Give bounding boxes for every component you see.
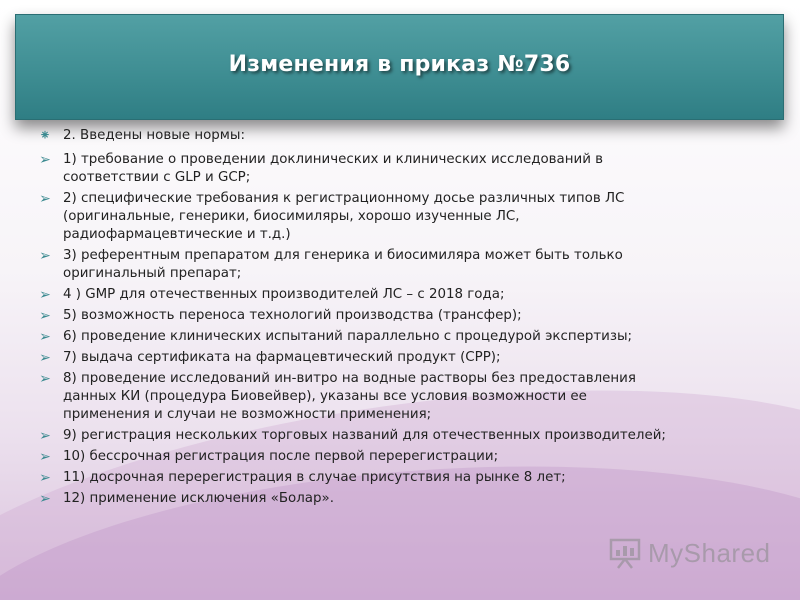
arrow-bullet-icon: ➢ bbox=[39, 329, 51, 345]
list-item-text: 4 ) GMP для отечественных производителей ЛС – с 2018 года; bbox=[63, 287, 505, 302]
list-item bbox=[36, 469, 786, 487]
list-item bbox=[36, 427, 786, 445]
list-item bbox=[36, 151, 786, 187]
list-item bbox=[36, 349, 786, 367]
arrow-bullet-icon: ➢ bbox=[39, 428, 51, 444]
list-item-text: 2) специфические требования к регистрационному досье различных типов ЛС (оригинальные, генерики, биосимиляры, хорошо изученные ЛС, радиофармацевтические и т.д.) bbox=[63, 191, 625, 242]
arrow-bullet-icon: ➢ bbox=[39, 287, 51, 303]
list-item-text: 5) возможность переноса технологий производства (трансфер); bbox=[63, 308, 522, 323]
content-list bbox=[36, 127, 786, 511]
arrow-bullet-icon: ➢ bbox=[39, 152, 51, 168]
arrow-bullet-icon: ➢ bbox=[39, 248, 51, 264]
list-item-text: 11) досрочная перерегистрация в случае присутствия на рынке 8 лет; bbox=[63, 470, 566, 485]
arrow-bullet-icon: ➢ bbox=[39, 308, 51, 324]
list-item-text: 7) выдача сертификата на фармацевтический продукт (СРР); bbox=[63, 350, 501, 365]
asterisk-bullet-icon: ⁕ bbox=[39, 128, 51, 144]
arrow-bullet-icon: ➢ bbox=[39, 491, 51, 507]
arrow-bullet-icon: ➢ bbox=[39, 350, 51, 366]
list-heading bbox=[36, 127, 786, 145]
arrow-bullet-icon: ➢ bbox=[39, 191, 51, 207]
title-bar bbox=[15, 14, 784, 120]
list-item-text: 1) требование о проведении доклинических и клинических исследований в соответствии с GLP и GCP; bbox=[63, 152, 604, 185]
list-item bbox=[36, 247, 786, 283]
list-item bbox=[36, 190, 786, 244]
arrow-bullet-icon: ➢ bbox=[39, 371, 51, 387]
list-item bbox=[36, 448, 786, 466]
list-item bbox=[36, 370, 786, 424]
list-item bbox=[36, 328, 786, 346]
list-item bbox=[36, 490, 786, 508]
presentation-board-icon bbox=[608, 537, 642, 569]
list-item-text: 12) применение исключения «Болар». bbox=[63, 491, 334, 506]
list-item-text: 9) регистрация нескольких торговых названий для отечественных производителей; bbox=[63, 428, 666, 443]
slide-title: Изменения в приказ №736 bbox=[228, 51, 571, 77]
list-item-text: 10) бессрочная регистрация после первой перерегистрации; bbox=[63, 449, 499, 464]
watermark bbox=[608, 536, 771, 570]
list-item-text: 3) референтным препаратом для генерика и биосимиляра может быть только оригинальный препарат; bbox=[63, 248, 623, 281]
list-item-text: 8) проведение исследований ин-витро на водные растворы без предоставления данных КИ (процедура Биовейвер), указаны все условия возможности ее применения и случаи не возможности применения; bbox=[63, 371, 636, 422]
list-item-text: 6) проведение клинических испытаний параллельно с процедурой экспертизы; bbox=[63, 329, 633, 344]
arrow-bullet-icon: ➢ bbox=[39, 449, 51, 465]
list-item bbox=[36, 286, 786, 304]
watermark-text: MyShared bbox=[648, 537, 771, 568]
arrow-bullet-icon: ➢ bbox=[39, 470, 51, 486]
list-item bbox=[36, 307, 786, 325]
list-heading-text: 2. Введены новые нормы: bbox=[63, 128, 245, 143]
